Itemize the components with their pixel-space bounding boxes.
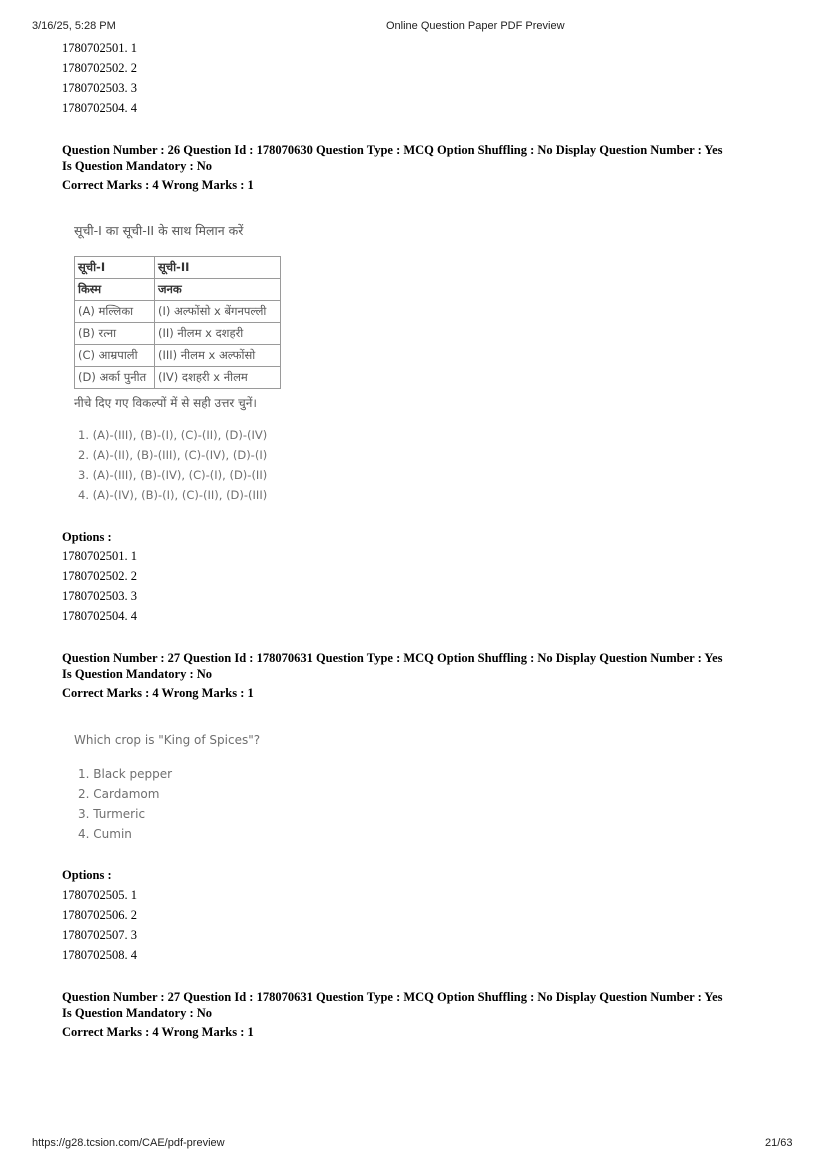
choice-item: 1. Black pepper — [78, 767, 173, 781]
table-row — [75, 345, 281, 367]
question-marks: Correct Marks : 4 Wrong Marks : 1 — [62, 1025, 254, 1039]
option-line: 1780702506. 2 — [62, 908, 137, 922]
choice-item: 3. Turmeric — [78, 807, 146, 821]
question-image — [74, 733, 334, 848]
option-line: 1780702501. 1 — [62, 549, 137, 563]
footer-url: https://g28.tcsion.com/CAE/pdf-preview — [32, 1137, 225, 1149]
choice-item: 4. (A)-(IV), (B)-(I), (C)-(II), (D)-(III) — [78, 488, 268, 502]
question-header — [62, 990, 774, 1021]
match-table — [74, 256, 281, 389]
option-line: 1780702501. 1 — [62, 41, 137, 55]
table-cell: सूची-II — [155, 257, 281, 279]
table-cell: (IV) दशहरी x नीलम — [155, 367, 281, 389]
options-label: Options : — [62, 868, 112, 882]
option-line: 1780702508. 4 — [62, 948, 137, 962]
question-mandatory: Is Question Mandatory : No — [62, 666, 213, 681]
options-label: Options : — [62, 530, 112, 544]
question-instruction: नीचे दिए गए विकल्पों में से सही उत्तर चुनें। — [74, 396, 257, 410]
question-meta: Question Number : 27 Question Id : 178070631 Question Type : MCQ Option Shuffling : No Display Question Number : Yes — [62, 651, 723, 665]
table-row — [75, 301, 281, 323]
option-line: 1780702503. 3 — [62, 589, 137, 603]
choice-item: 4. Cumin — [78, 827, 132, 841]
option-line: 1780702504. 4 — [62, 101, 137, 115]
table-cell: (A) मल्लिका — [75, 301, 155, 323]
question-header — [62, 143, 774, 174]
choice-item: 1. (A)-(III), (B)-(I), (C)-(II), (D)-(IV) — [78, 428, 268, 442]
question-meta: Question Number : 27 Question Id : 178070631 Question Type : MCQ Option Shuffling : No Display Question Number : Yes — [62, 990, 723, 1004]
question-meta: Question Number : 26 Question Id : 178070630 Question Type : MCQ Option Shuffling : No Display Question Number : Yes — [62, 143, 723, 157]
option-line: 1780702503. 3 — [62, 81, 137, 95]
choice-item: 2. Cardamom — [78, 787, 160, 801]
question-header — [62, 651, 774, 682]
table-cell: (C) आम्रपाली — [75, 345, 155, 367]
table-cell: किस्म — [75, 279, 155, 301]
table-cell: (B) रत्ना — [75, 323, 155, 345]
question-marks: Correct Marks : 4 Wrong Marks : 1 — [62, 178, 254, 192]
choice-item: 2. (A)-(II), (B)-(III), (C)-(IV), (D)-(I) — [78, 448, 268, 462]
print-title: Online Question Paper PDF Preview — [386, 20, 565, 32]
option-line: 1780702507. 3 — [62, 928, 137, 942]
choice-item: 3. (A)-(III), (B)-(IV), (C)-(I), (D)-(II) — [78, 468, 268, 482]
option-line: 1780702502. 2 — [62, 61, 137, 75]
table-row — [75, 367, 281, 389]
question-image — [74, 222, 334, 512]
table-cell: (III) नीलम x अल्फोंसो — [155, 345, 281, 367]
table-row — [75, 257, 281, 279]
question-prompt: सूची-I का सूची-II के साथ मिलान करें — [74, 223, 244, 238]
table-cell: (II) नीलम x दशहरी — [155, 323, 281, 345]
question-prompt: Which crop is "King of Spices"? — [74, 733, 261, 747]
question-marks: Correct Marks : 4 Wrong Marks : 1 — [62, 686, 254, 700]
table-cell: (D) अर्का पुनीत — [75, 367, 155, 389]
table-cell: (I) अल्फोंसो x बेंगनपल्ली — [155, 301, 281, 323]
option-line: 1780702502. 2 — [62, 569, 137, 583]
option-line: 1780702505. 1 — [62, 888, 137, 902]
table-row — [75, 323, 281, 345]
print-datetime: 3/16/25, 5:28 PM — [32, 20, 116, 32]
question-mandatory: Is Question Mandatory : No — [62, 1005, 213, 1020]
question-mandatory: Is Question Mandatory : No — [62, 158, 213, 173]
table-cell: जनक — [155, 279, 281, 301]
page-number: 21/63 — [765, 1137, 793, 1149]
table-row — [75, 279, 281, 301]
table-cell: सूची-I — [75, 257, 155, 279]
option-line: 1780702504. 4 — [62, 609, 137, 623]
